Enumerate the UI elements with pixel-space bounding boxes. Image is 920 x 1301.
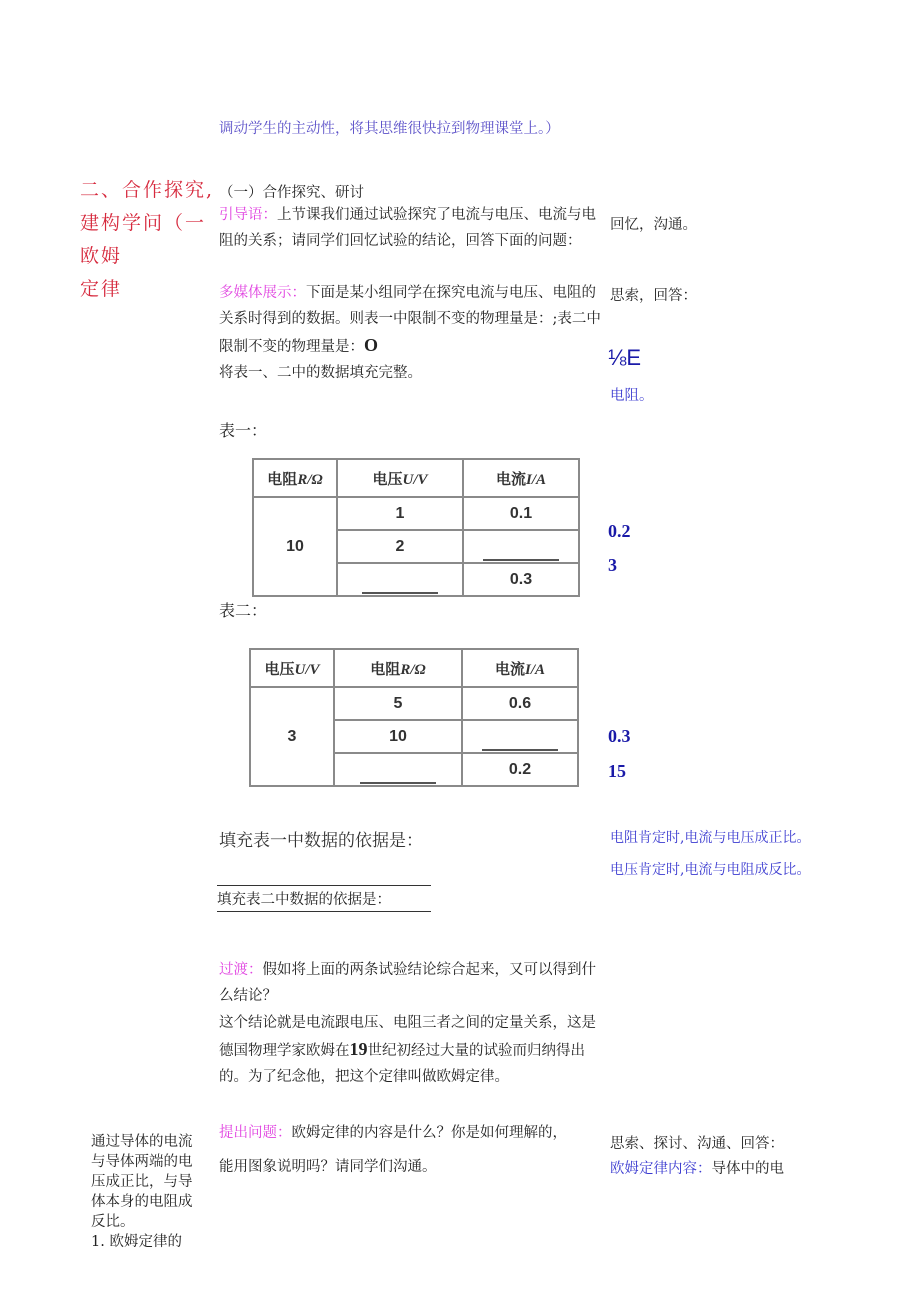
table1-blank [463, 530, 579, 563]
table1-answer: 3 [608, 555, 617, 575]
table2-answer: 15 [608, 761, 626, 781]
transition-paragraph [219, 957, 604, 1009]
student-resistance: 电阻。 [610, 388, 654, 404]
multimedia-paragraph [219, 280, 604, 386]
section-title-line: 欧姆 [80, 245, 123, 267]
section-title [80, 174, 214, 306]
garbled-answer: ⅛E [608, 345, 642, 370]
table1-blank [337, 563, 463, 596]
table-row: 10 1 0.1 [253, 497, 579, 530]
question-line1: 提出问题：欧姆定律的内容是什么？你是如何理解的， [219, 1125, 567, 1141]
basis-table1: 电阻肯定时,电流与电压成正比。 [610, 830, 811, 846]
section-title-line: 二、合作探究, [80, 179, 215, 201]
multimedia-text: 下面是某小组同学在探究电流与电压、电阻的关系时得到的数据。则表一中限制不变的物理量是：;表二中限制不变的物理量是： [219, 285, 601, 355]
section-title-line: 建构学问（一 [80, 212, 207, 234]
question-line2: 能用图象说明吗？请同学们沟通。 [219, 1159, 437, 1175]
question-label: 提出问题： [219, 1125, 292, 1141]
table1-answer: 0.2 [608, 521, 631, 541]
left-note: 通过导体的电流 与导体两端的电 压成正比，与导 体本身的电阻成 反比。 1. 欧姆定律的 [91, 1134, 193, 1250]
table1 [252, 458, 580, 597]
table2-blank [462, 720, 578, 753]
table-row: 3 5 0.6 [250, 687, 578, 720]
table1-fixed-value: 10 [253, 497, 337, 596]
bold-mark: O [364, 335, 379, 355]
multimedia-label: 多媒体展示： [219, 285, 306, 301]
subsection-title: （一）合作探究、研讨 [219, 185, 364, 201]
guide-text: 上节课我们通过试验探究了电流与电压、电流与电阻的关系；请同学们回忆试验的结论，回答下面的问题： [219, 207, 596, 249]
table-row: 0.2 [250, 753, 578, 786]
guide-label: 引导语： [219, 207, 277, 223]
fill-basis-table1: 填充表一中数据的依据是： [219, 831, 423, 851]
table2-header: 电阻R/Ω [334, 649, 462, 687]
table-row: 10 [250, 720, 578, 753]
table2-blank [334, 753, 462, 786]
student-recall: 回忆，沟通。 [610, 217, 697, 233]
table2 [249, 648, 579, 787]
guide-paragraph [219, 202, 604, 254]
century-number: 19 [349, 1039, 368, 1059]
table2-answer: 0.3 [608, 726, 631, 746]
ohm-law-label: 欧姆定律内容： [610, 1161, 712, 1177]
table1-header: 电流I/A [463, 459, 579, 497]
table-row: 2 [253, 530, 579, 563]
table1-header: 电阻R/Ω [253, 459, 337, 497]
table2-header: 电压U/V [250, 649, 334, 687]
table1-caption: 表一： [219, 421, 268, 440]
intro-line: 调动学生的主动性，将其思维很快拉到物理课堂上。） [219, 121, 560, 137]
transition-text: 假如将上面的两条试验结论综合起来，又可以得到什么结论？ [219, 962, 596, 1004]
student-think: 思索，回答： [610, 288, 697, 304]
table2-header: 电流I/A [462, 649, 578, 687]
student-discuss: 思索、探讨、沟通、回答： [610, 1136, 784, 1152]
section-title-line: 定律 [80, 278, 123, 300]
conclusion-paragraph: 这个结论就是电流跟电压、电阻三者之间的定量关系，这是德国物理学家欧姆在19世纪初经过大量的试验而归纳得出的。为了纪念他，把这个定律叫做欧姆定律。 [219, 1015, 596, 1085]
fill-basis-table2: 填充表二中数据的依据是： [217, 885, 431, 912]
table2-fixed-value: 3 [250, 687, 334, 786]
table2-caption: 表二： [219, 601, 268, 620]
ohm-law-content: 欧姆定律内容：导体中的电 [610, 1161, 784, 1177]
table1-header: 电压U/V [337, 459, 463, 497]
basis-table2: 电压肯定时,电流与电阻成反比。 [610, 862, 811, 878]
transition-label: 过渡： [219, 962, 263, 978]
multimedia-instruction: 将表一、二中的数据填充完整。 [219, 365, 422, 381]
table-row: 0.3 [253, 563, 579, 596]
